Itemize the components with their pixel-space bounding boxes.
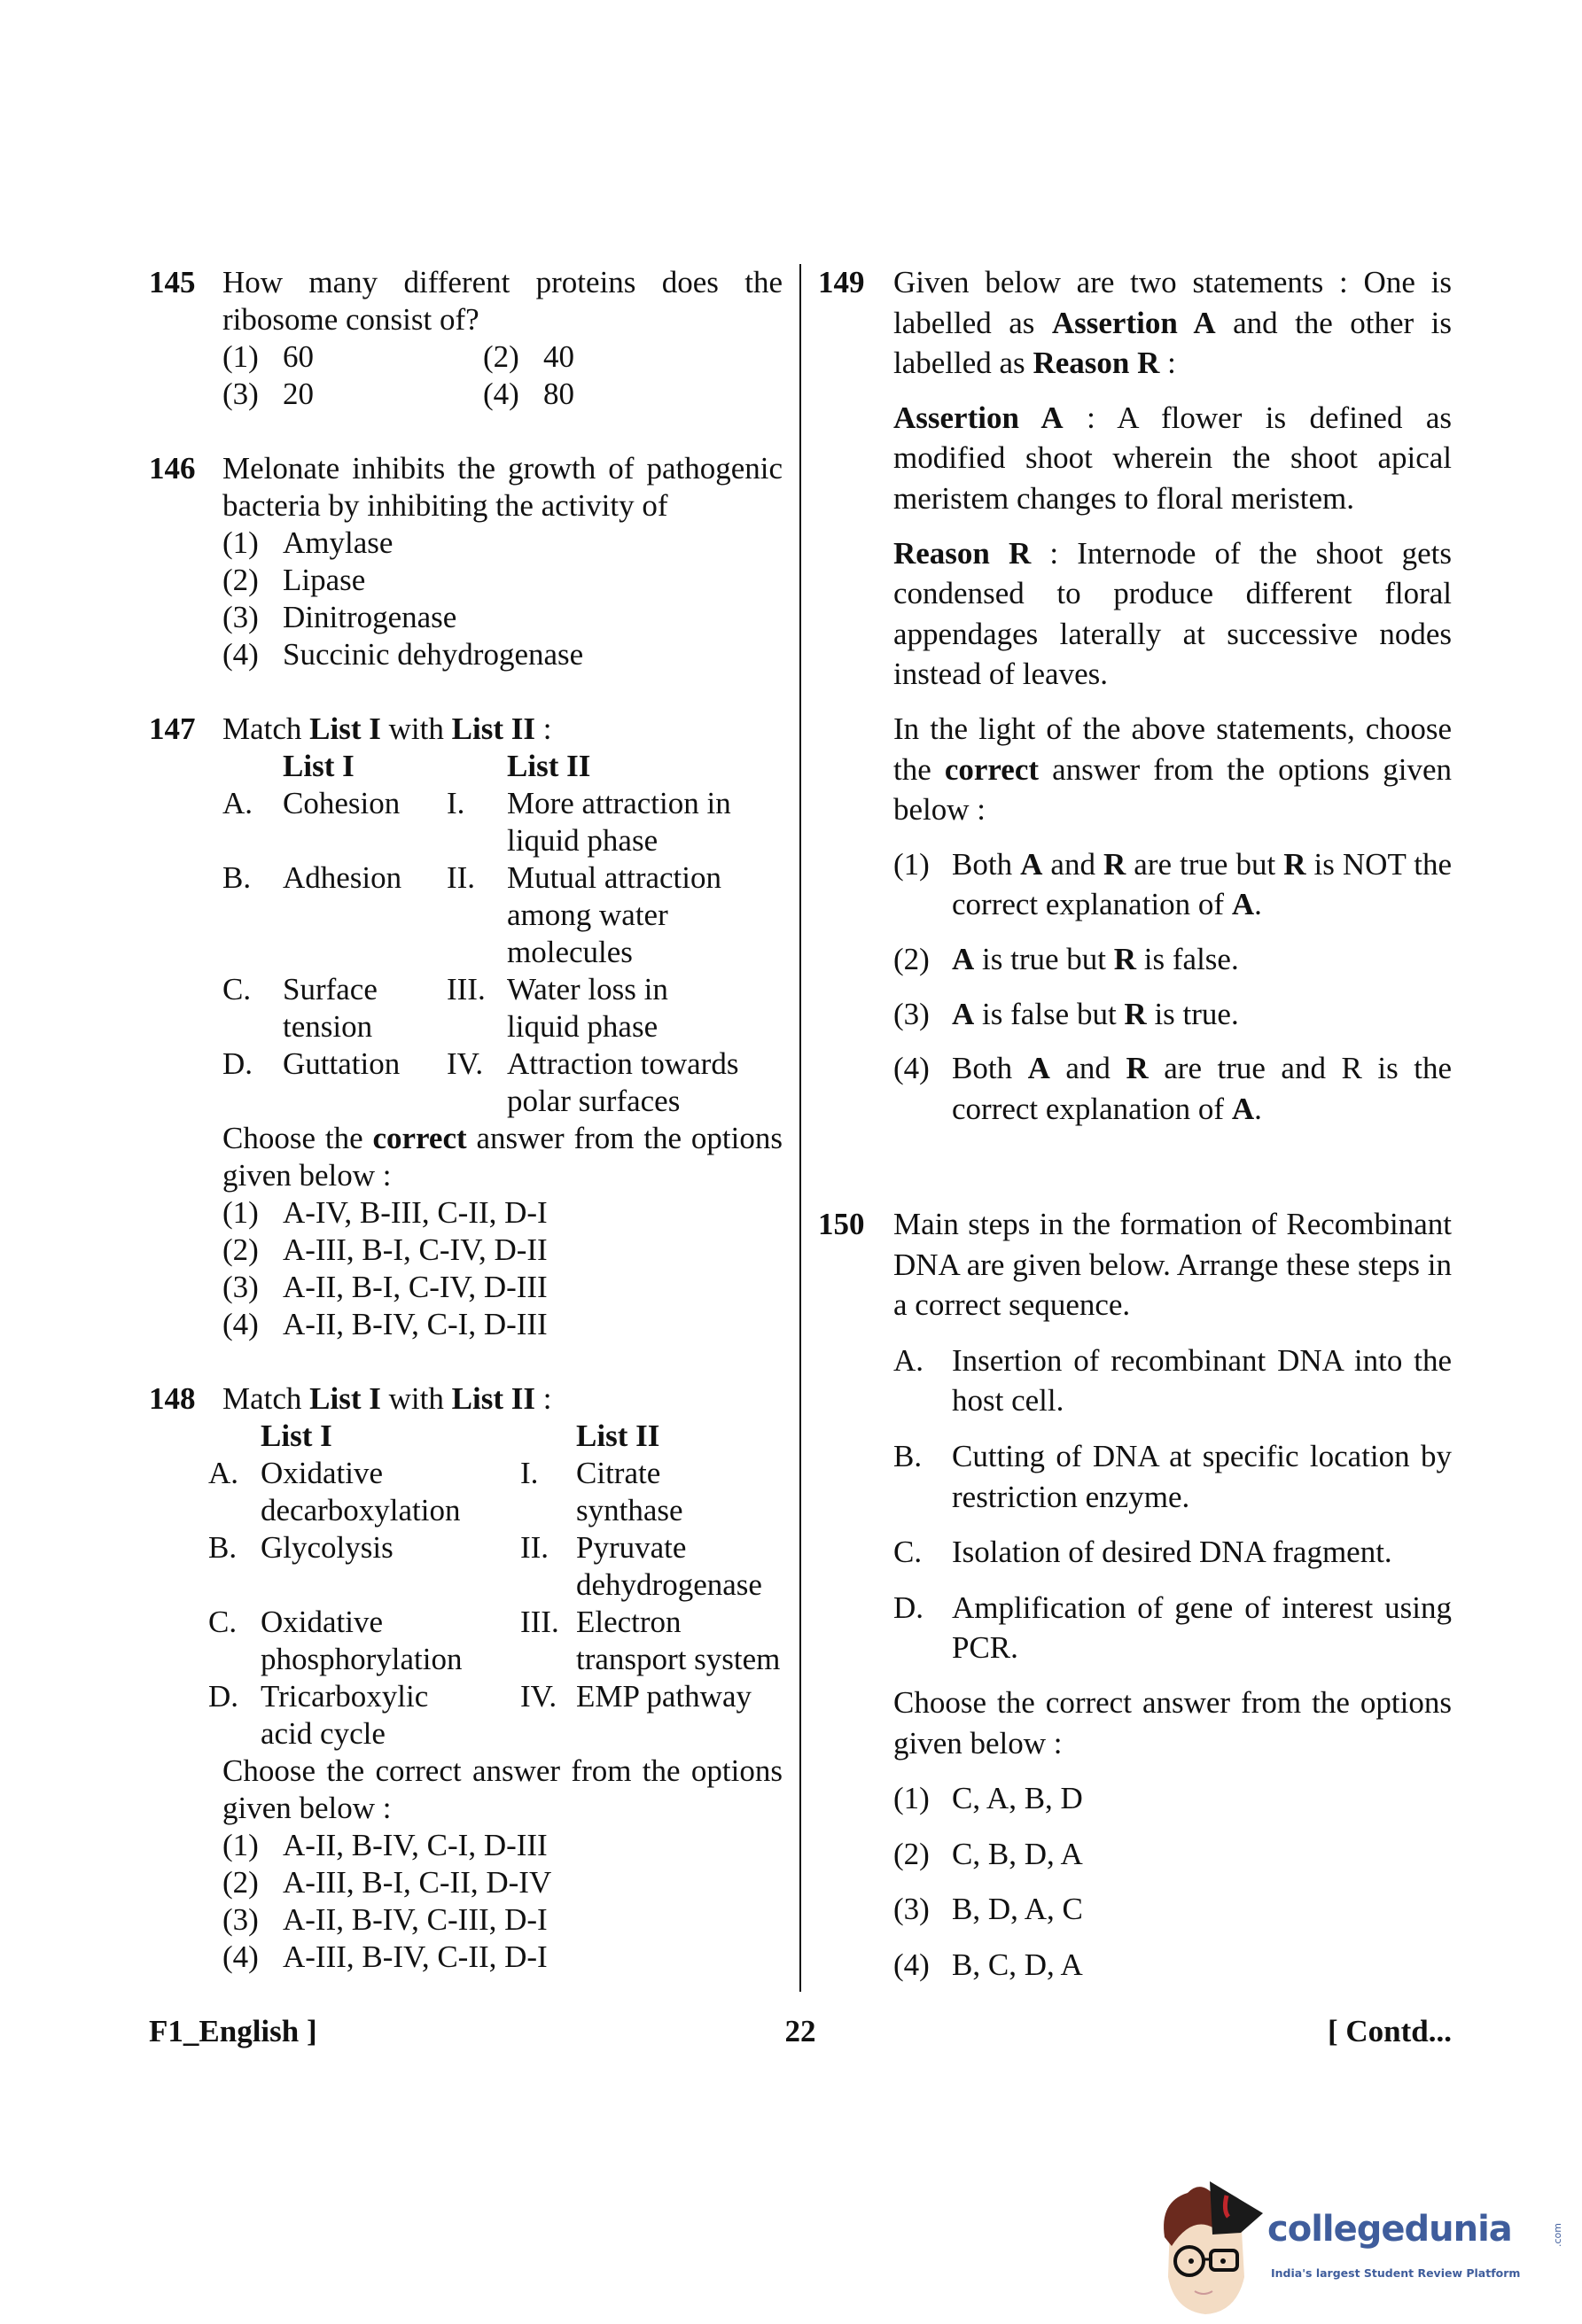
option-label: (4) — [222, 1307, 259, 1341]
row-roman: I. — [520, 1456, 539, 1490]
option-text: Amylase — [283, 525, 394, 560]
assertion — [893, 398, 1452, 519]
text: Choose the — [222, 1121, 373, 1155]
option-label: (2) — [222, 1865, 259, 1900]
stem-text: with — [380, 1381, 452, 1416]
question-stem — [893, 262, 1452, 384]
option-text: 60 — [283, 339, 314, 374]
stem-text: Match — [222, 711, 310, 746]
option — [222, 1232, 783, 1269]
stem-bold: List I — [309, 711, 381, 746]
option-text: C, B, D, A — [952, 1836, 1083, 1871]
option — [222, 636, 783, 673]
option-text: Both A and R are true but R is NOT the correct explanation of A. — [952, 846, 1452, 922]
choose-instruction: Choose the correct answer from the options given below : — [893, 1684, 1452, 1760]
row-roman: III. — [447, 972, 486, 1007]
row-letter: D. — [222, 1046, 253, 1081]
list1-header: List I — [261, 1418, 332, 1453]
stem-text: : — [534, 1381, 552, 1416]
option-label: (4) — [483, 377, 519, 411]
row-item: Glycolysis — [261, 1530, 394, 1565]
option-text: A-III, B-I, C-IV, D-II — [283, 1232, 548, 1267]
option — [222, 599, 783, 636]
option-text: Both A and R are true and R is the correct explanation of A. — [952, 1051, 1452, 1126]
option — [222, 525, 783, 562]
option-label: (1) — [222, 1828, 259, 1862]
page-number: 22 — [784, 2014, 816, 2048]
choose-instruction — [222, 1120, 783, 1194]
step-item — [893, 1341, 1452, 1421]
question-145 — [149, 264, 783, 413]
text: : — [1159, 346, 1176, 381]
logo-wordmark: collegedunia — [1267, 2209, 1512, 2250]
question-146 — [149, 450, 783, 673]
text: answer from the options given below : — [222, 1121, 783, 1193]
row-match: Water loss in liquid phase — [507, 972, 668, 1044]
question-stem: Main steps in the formation of Recombinant DNA are given below. Arrange these steps in a correct sequence. — [893, 1207, 1452, 1323]
paper-code: F1_English ] — [149, 2014, 317, 2048]
reason-text: : Internode of the shoot gets condensed to produce different floral appendages laterally at successive nodes instead of leaves. — [893, 535, 1452, 692]
choose-instruction — [893, 709, 1452, 830]
page-footer — [149, 2012, 1452, 2051]
question-147 — [149, 711, 783, 1343]
option-label: (1) — [893, 846, 930, 882]
assertion-label: Assertion A — [893, 400, 1064, 435]
option-label: (4) — [893, 1051, 930, 1086]
option-label: (2) — [222, 1232, 259, 1267]
list1-header: List I — [283, 749, 355, 783]
reason — [893, 533, 1452, 695]
option — [893, 1778, 1452, 1819]
row-letter: B. — [208, 1530, 238, 1565]
step-text: Isolation of desired DNA fragment. — [952, 1535, 1392, 1570]
step-item — [893, 1588, 1452, 1668]
question-stem — [222, 711, 783, 748]
row-match: Pyruvate dehydrogenase — [576, 1530, 762, 1602]
option-label: (3) — [893, 996, 930, 1031]
step-item — [893, 1532, 1452, 1573]
row-item: Oxidative decarboxylation — [261, 1456, 461, 1527]
option-text: B, C, D, A — [952, 1947, 1083, 1982]
option — [893, 844, 1452, 925]
question-stem: Melonate inhibits the growth of pathogenic bacteria by inhibiting the activity of — [222, 451, 783, 523]
option-text: A-IV, B-III, C-II, D-I — [283, 1195, 548, 1230]
option-label: (2) — [483, 339, 519, 374]
option — [893, 939, 1452, 980]
option — [222, 1194, 783, 1232]
stem-bold: List I — [309, 1381, 381, 1416]
question-number: 146 — [149, 451, 196, 486]
row-item: Surface tension — [283, 972, 378, 1044]
logo-suffix: .com — [1552, 2223, 1563, 2247]
option-label: (3) — [222, 1902, 259, 1937]
stem-text: with — [380, 711, 452, 746]
question-150 — [818, 1204, 1452, 1986]
row-item: Oxidative phosphorylation — [261, 1605, 463, 1676]
row-match: More attraction in liquid phase — [507, 786, 731, 858]
option-label: (3) — [222, 377, 259, 411]
option — [893, 1889, 1452, 1930]
option — [222, 1901, 783, 1939]
option-label: (1) — [222, 339, 259, 374]
option — [222, 1306, 783, 1343]
step-item — [893, 1436, 1452, 1517]
logo-tagline: India's largest Student Review Platform — [1271, 2266, 1521, 2280]
row-letter: B. — [222, 860, 252, 895]
row-roman: II. — [447, 860, 476, 895]
option-label: (3) — [222, 1270, 259, 1304]
step-text: Amplification of gene of interest using PCR. — [952, 1589, 1452, 1666]
row-letter: C. — [222, 972, 252, 1007]
option-text: Dinitrogenase — [283, 600, 457, 634]
row-match: Mutual attraction among water molecules — [507, 860, 722, 969]
option — [222, 562, 783, 599]
option-label: (2) — [893, 941, 930, 976]
left-column — [149, 264, 783, 1976]
option-text: 80 — [543, 377, 574, 411]
option — [222, 1269, 783, 1306]
option-label: (4) — [222, 637, 259, 672]
row-letter: A. — [222, 786, 253, 820]
option-text: Succinic dehydrogenase — [283, 637, 584, 672]
option — [893, 994, 1452, 1035]
stem-text: : — [534, 711, 552, 746]
option-label: (2) — [893, 1836, 930, 1871]
option — [893, 1945, 1452, 1986]
list2-header: List II — [576, 1418, 660, 1453]
bold-text: Assertion A — [1051, 305, 1216, 340]
option-text: 20 — [283, 377, 314, 411]
option-text: Lipase — [283, 563, 366, 597]
row-roman: III. — [520, 1605, 559, 1639]
question-stem: How many different proteins does the ribosome consist of? — [222, 265, 783, 337]
step-letter: B. — [893, 1438, 923, 1473]
bold-text: correct — [372, 1121, 467, 1155]
text: In the light of the above statements, choose the — [893, 711, 1452, 787]
bold-text: correct — [944, 751, 1040, 787]
option-label: (1) — [893, 1781, 930, 1816]
choose-instruction: Choose the correct answer from the options given below : — [222, 1753, 783, 1825]
stem-bold: List II — [451, 1381, 535, 1416]
assertion-text: : A flower is defined as modified shoot wherein the shoot apical meristem changes to floral meristem. — [893, 400, 1453, 516]
row-letter: C. — [208, 1605, 238, 1639]
row-item: Cohesion — [283, 786, 401, 820]
option-text: A-II, B-IV, C-I, D-III — [283, 1828, 548, 1862]
match-list — [222, 748, 783, 1120]
question-number: 149 — [818, 265, 865, 299]
text: answer from the options given below : — [893, 751, 1452, 828]
row-roman: II. — [520, 1530, 549, 1565]
mascot-icon — [1152, 2162, 1267, 2321]
row-match: Electron transport system — [576, 1605, 781, 1676]
option-text: B, D, A, C — [952, 1892, 1083, 1927]
option-label: (4) — [893, 1947, 930, 1982]
question-number: 148 — [149, 1381, 196, 1416]
bold-text: Reason R — [1033, 346, 1160, 381]
match-list — [208, 1418, 793, 1753]
row-roman: IV. — [520, 1679, 557, 1714]
step-text: Cutting of DNA at specific location by restriction enzyme. — [952, 1438, 1452, 1514]
option-text: A-II, B-IV, C-III, D-I — [283, 1902, 548, 1937]
row-match: Citrate synthase — [576, 1456, 683, 1527]
option-text: A is false but R is true. — [952, 996, 1239, 1031]
reason-label: Reason R — [893, 535, 1032, 571]
option-text: 40 — [543, 339, 574, 374]
option-text: A-III, B-I, C-II, D-IV — [283, 1865, 552, 1900]
row-letter: A. — [208, 1456, 239, 1490]
option — [893, 1048, 1452, 1129]
row-letter: D. — [208, 1679, 239, 1714]
question-number: 145 — [149, 265, 196, 299]
question-number: 150 — [818, 1207, 865, 1241]
collegedunia-logo — [1152, 2162, 1578, 2321]
row-item: Adhesion — [283, 860, 402, 895]
row-item: Guttation — [283, 1046, 401, 1081]
stem-text: Match — [222, 1381, 310, 1416]
question-149 — [818, 262, 1452, 1129]
column-divider — [799, 264, 801, 1992]
option-label: (3) — [893, 1892, 930, 1927]
list2-header: List II — [507, 749, 591, 783]
step-letter: A. — [893, 1342, 924, 1378]
option — [222, 1864, 783, 1901]
option-label: (2) — [222, 563, 259, 597]
row-item: Tricarboxylic acid cycle — [261, 1679, 429, 1751]
question-stem — [222, 1380, 783, 1418]
option-label: (3) — [222, 600, 259, 634]
step-text: Insertion of recombinant DNA into the host cell. — [952, 1342, 1452, 1418]
options — [222, 338, 783, 413]
option-label: (1) — [222, 1195, 259, 1230]
step-letter: D. — [893, 1589, 924, 1625]
option-text: A is true but R is false. — [952, 941, 1239, 976]
row-roman: I. — [447, 786, 465, 820]
text: Given below are two statements : One is labelled as — [893, 265, 1452, 340]
row-roman: IV. — [447, 1046, 484, 1081]
continued-label: [ Contd... — [1327, 2014, 1452, 2048]
option — [222, 1939, 783, 1976]
text: and the other is labelled as — [893, 305, 1453, 381]
option-text: A-II, B-I, C-IV, D-III — [283, 1270, 548, 1304]
step-letter: C. — [893, 1535, 923, 1570]
option — [893, 1834, 1452, 1875]
option-label: (4) — [222, 1939, 259, 1974]
row-match: Attraction towards polar surfaces — [507, 1046, 739, 1118]
row-match: EMP pathway — [576, 1679, 752, 1714]
option — [222, 1827, 783, 1864]
option-text: A-III, B-IV, C-II, D-I — [283, 1939, 548, 1974]
option-text: C, A, B, D — [952, 1781, 1083, 1816]
question-148 — [149, 1380, 783, 1976]
option-text: A-II, B-IV, C-I, D-III — [283, 1307, 548, 1341]
stem-bold: List II — [451, 711, 535, 746]
option-label: (1) — [222, 525, 259, 560]
question-number: 147 — [149, 711, 196, 746]
